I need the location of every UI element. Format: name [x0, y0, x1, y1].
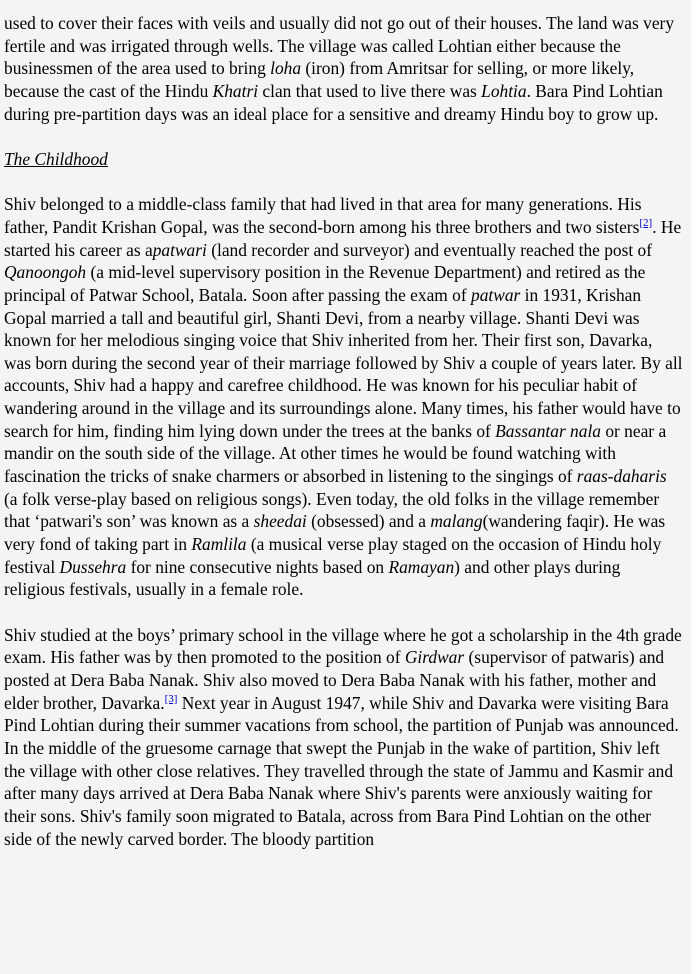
paragraph-schooling-partition: Shiv studied at the boys’ primary school in the village where he got a scholarship in the 4th grade exam. His father was by then promoted to the position of Girdwar (supervisor of patwaris) and posted at Dera Baba Nanak. Shiv also moved to Dera Baba Nanak with his father, mother and elder brother, Davarka.[3] Next year in August 1947, while Shiv and Davarka were visiting Bara Pind Lohtian during their summer vacations from school, the partition of Punjab was announced. In the middle of the gruesome carnage that swept the Punjab in the wake of partition, Shiv left the village with other close relatives. They travelled through the state of Jammu and Kasmir and after many days arrived at Dera Baba Nanak where Shiv's parents were anxiously waiting for their sons. Shiv's family soon migrated to Batala, across from Bara Pind Lohtian on the other side of the newly carved border. The bloody partition: [4, 624, 682, 849]
section-heading-childhood: The Childhood: [4, 148, 108, 169]
paragraph-family: Shiv belonged to a middle-class family that had lived in that area for many generations. His father, Pandit Krishan Gopal, was the second-born among his three brothers and two sisters[2]. He started his career as apatwari (land recorder and surveyor) and eventually reached the post of Qanoongoh (a mid-level supervisory position in the Revenue Department) and retired as the principal of Patwar School, Batala. Soon after passing the exam of patwar in 1931, Krishan Gopal married a tall and beautiful girl, Shanti Devi, from a nearby village. Shanti Devi was known for her melodious singing voice that Shiv inherited from her. Their first son, Davarka, was born during the second year of their marriage followed by Shiv a couple of years later. By all accounts, Shiv had a happy and carefree childhood. He was known for his peculiar habit of wandering around in the village and its surroundings alone. Many times, his father would have to search for him, finding him lying down under the trees at the banks of Bassantar nala or near a mandir on the south side of the village. At other times he would be found watching with fascination the tricks of snake charmers or absorbed in listening to the singings of raas-daharis (a folk verse-play based on religious songs). Even today, the old folks in the village remember that ‘patwari's son’ was known as a sheedai (obsessed) and a malang(wandering faqir). He was very fond of taking part in Ramlila (a musical verse play staged on the occasion of Hindu holy festival Dussehra for nine consecutive nights based on Ramayan) and other plays during religious festivals, usually in a female role.: [4, 194, 683, 600]
footnote-link-3[interactable]: [3]: [164, 692, 178, 705]
footnote-link-2[interactable]: [2]: [639, 217, 653, 230]
paragraph-village-description: used to cover their faces with veils and usually did not go out of their houses. The land was very fertile and was irrigated through wells. The village was called Lohtian either because the businessmen of the area used to bring loha (iron) from Amritsar for selling, or more likely, because the cast of the Hindu Khatri clan that used to live there was Lohtia. Bara Pind Lohtian during pre-partition days was an ideal place for a sensitive and dreamy Hindu boy to grow up.: [4, 13, 675, 124]
